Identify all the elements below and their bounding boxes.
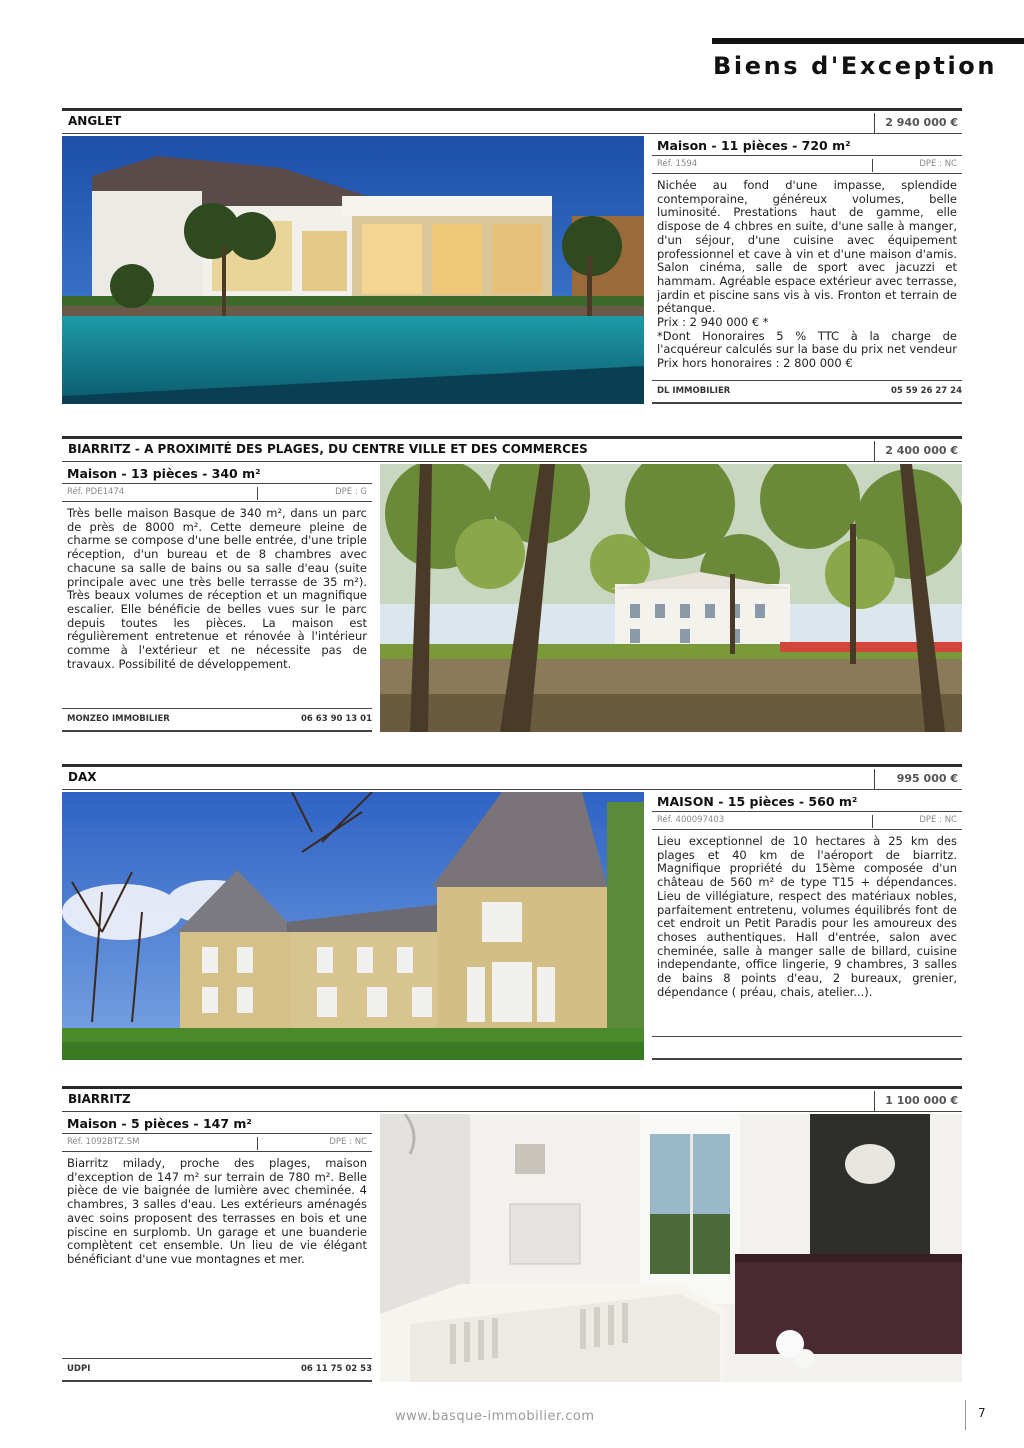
listing-biarritz bbox=[62, 1086, 962, 1386]
listing-price: 995 000 € bbox=[874, 769, 962, 789]
ref-row bbox=[652, 815, 962, 828]
agency-row bbox=[652, 384, 962, 400]
property-dpe: DPE : NC bbox=[329, 1137, 367, 1147]
property-dpe: DPE : NC bbox=[919, 815, 957, 825]
property-photo bbox=[380, 464, 962, 732]
listing-city: ANGLET bbox=[68, 114, 122, 128]
page-number: 7 bbox=[965, 1400, 995, 1430]
listing-price: 2 940 000 € bbox=[874, 113, 962, 133]
listing-details bbox=[62, 464, 372, 732]
property-photo bbox=[380, 1114, 962, 1382]
footer-url: www.basque-immobilier.com bbox=[395, 1409, 595, 1424]
header-bar bbox=[712, 38, 1024, 44]
listing-details bbox=[62, 1114, 372, 1382]
listing-header bbox=[62, 113, 962, 133]
listing-anglet bbox=[62, 108, 962, 408]
listing-header bbox=[62, 1091, 962, 1111]
property-title: Maison - 5 pièces - 147 m² bbox=[67, 1116, 252, 1131]
listing-header bbox=[62, 441, 962, 461]
listing-city: DAX bbox=[68, 770, 97, 784]
agency-name: MONZEO IMMOBILIER bbox=[67, 714, 170, 724]
listing-header bbox=[62, 769, 962, 789]
listing-city: BIARRITZ bbox=[68, 1092, 131, 1106]
listing-biarritz-proximite bbox=[62, 436, 962, 736]
agency-row bbox=[62, 1362, 372, 1378]
listing-details bbox=[652, 136, 962, 404]
listing-city: BIARRITZ - A PROXIMITÉ DES PLAGES, DU CENTRE VILLE ET DES COMMERCES bbox=[68, 442, 588, 456]
page-title: Biens d'Exception bbox=[713, 52, 998, 80]
property-title: Maison - 13 pièces - 340 m² bbox=[67, 466, 261, 481]
ref-row bbox=[62, 1137, 372, 1150]
ref-row bbox=[62, 487, 372, 500]
listing-price: 2 400 000 € bbox=[874, 441, 962, 461]
listing-price: 1 100 000 € bbox=[874, 1091, 962, 1111]
property-dpe: DPE : NC bbox=[919, 159, 957, 169]
property-dpe: DPE : G bbox=[335, 487, 367, 497]
property-photo bbox=[62, 792, 644, 1060]
property-description: Biarritz milady, proche des plages, maison d'exception de 147 m² sur terrain de 780 m². Belle pièce de vie baignée de lumière avec cheminée. 4 chambres, 3 salles d'eau. Les extérieurs aménagés avec soins proposent des terrasses en bois et une piscine en surplomb. Un garage et une buanderie complètent cet ensemble. Un lieu de vie élégant bénéficiant d'une vue montagnes et mer. bbox=[67, 1156, 367, 1266]
property-ref: Réf. PDE1474 bbox=[67, 487, 125, 497]
agency-phone: 05 59 26 27 24 bbox=[891, 386, 962, 396]
property-description: Lieu exceptionnel de 10 hectares à 25 km des plages et 40 km de l'aéroport de biarritz. Magnifique propriété du 15ème composée d'un château de 560 m² de type T15 + dépendances. Lieu de villégiature, respect des matériaux nobles, parfaitement entretenu, volumes équilibrés font de cet endroit un Petit Paradis pour les amoureux des choses authentiques. Hall d'entrée, salon avec cheminée, salle à manger salle de billard, cuisine independante, office lingerie, 9 chambres, 3 salles de bains 8 points d'eau, 2 bureaux, grenier, dépendance ( préau, chais, atelier...). bbox=[657, 834, 957, 999]
property-description: Nichée au fond d'une impasse, splendide contemporaine, généreux volumes, belle luminosité. Prestations haut de gamme, elle dispose de 4 chbres en suite, d'une salle à manger, d'un séjour, d'une cuisine avec équipement professionnel et cave à vin et d'une maison d'amis. Salon cinéma, salle de sport avec jacuzzi et hammam. Agréable espace extérieur avec terrasse, jardin et piscine sans vis à vis. Fronton et terrain de pétanque. Prix : 2 940 000 € * *Dont Honoraires 5 % TTC à la charge de l'acquéreur calculés sur la base du prix net vendeur Prix hors honoraires : 2 800 000 € bbox=[657, 178, 957, 371]
property-ref: Réf. 1594 bbox=[657, 159, 698, 169]
property-title: Maison - 11 pièces - 720 m² bbox=[657, 138, 851, 153]
property-title: MAISON - 15 pièces - 560 m² bbox=[657, 794, 858, 809]
listing-dax bbox=[62, 764, 962, 1064]
agency-name: DL IMMOBILIER bbox=[657, 386, 731, 396]
agency-row bbox=[62, 712, 372, 728]
agency-phone: 06 63 90 13 01 bbox=[301, 714, 372, 724]
property-ref: Réf. 400097403 bbox=[657, 815, 725, 825]
agency-phone: 06 11 75 02 53 bbox=[301, 1364, 372, 1374]
property-ref: Réf. 1092BTZ.SM bbox=[67, 1137, 140, 1147]
property-photo bbox=[62, 136, 644, 404]
property-description: Très belle maison Basque de 340 m², dans un parc de près de 8000 m². Cette demeure pleine de charme se compose d'une belle entrée, d'une triple réception, d'un bureau et de 8 chambres avec chacune sa salle de bains ou sa salle d'eau (suite principale avec une très belle terrasse de 35 m²). Très beaux volumes de réception et un magnifique escalier. Elle bénéficie de belles vues sur le parc depuis toutes les pièces. La maison est régulièrement entretenue et rénovée à l'intérieur comme à l'extérieur et ne nécessite pas de travaux. Possibilité de développement. bbox=[67, 506, 367, 671]
agency-row bbox=[652, 1040, 962, 1056]
listing-details bbox=[652, 792, 962, 1060]
agency-name: UDPI bbox=[67, 1364, 91, 1374]
ref-row bbox=[652, 159, 962, 172]
